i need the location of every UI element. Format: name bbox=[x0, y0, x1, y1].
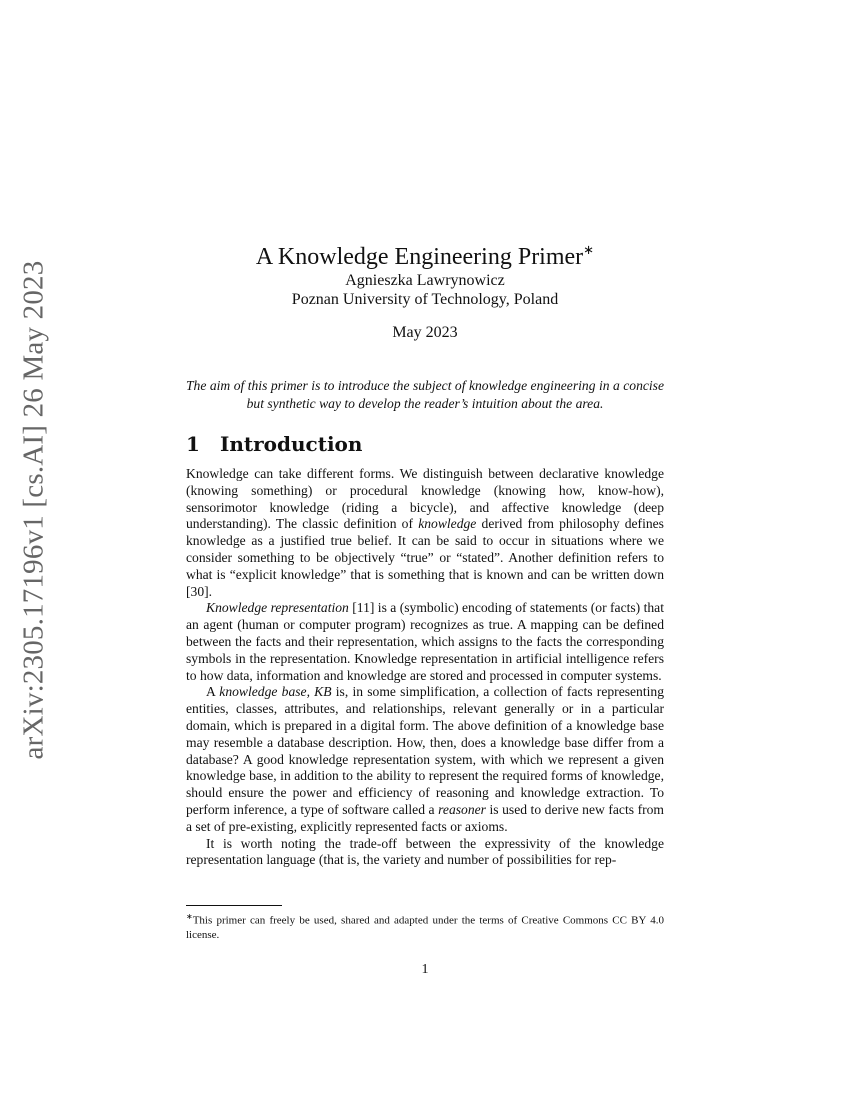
text-run: is used to derive new facts from a set of pre-existing, explicitly represented facts or axioms. bbox=[186, 801, 664, 834]
emphasis: Knowledge representation bbox=[206, 600, 349, 616]
text-run: derived from philosophy defines knowledge as a justified true belief. It can be said to occur in situations where we consider something to be objectively “true” or “stated”. Another definition refers to what is “explicit knowledge” that is something that is known and can be written down [30]. bbox=[186, 516, 664, 599]
emphasis: knowledge bbox=[418, 516, 477, 532]
arxiv-id: arXiv:2305.17196v1 [cs.AI] 26 May 2023 bbox=[17, 260, 50, 760]
footnote-mark: ∗ bbox=[186, 912, 193, 921]
paragraph-3 bbox=[186, 684, 664, 835]
text-run: Knowledge can take different forms. We distinguish between declarative knowledge (knowing something) or procedural knowledge (knowing how, know-how), sensorimotor knowledge (riding a bicycle), and affective knowledge (deep understanding). The classic definition of bbox=[186, 466, 664, 532]
footnote bbox=[186, 910, 664, 942]
author-name: Agnieszka Lawrynowicz bbox=[345, 272, 505, 289]
paragraph-2 bbox=[186, 600, 664, 684]
text-run: is, in some simplification, a collection of facts representing entities, classes, attributes, and relationships, relevant generally or in a particular domain, which is prepared in a digital form. The above definition of a knowledge base may resemble a database description. How, then, does a knowledge base differ from a database? A good knowledge representation system, with which we represent a given knowledge base, in addition to the ability to represent the required forms of knowledge, should ensure the power and efficiency of reasoning and knowledge extraction. To perform inference, a type of software called a bbox=[186, 684, 664, 817]
paper-date: May 2023 bbox=[392, 324, 458, 341]
footnote-text: This primer can freely be used, shared and adapted under the terms of Creative Commons CC BY 4.0 license. bbox=[186, 914, 664, 941]
footnote-divider bbox=[186, 905, 282, 906]
abstract: The aim of this primer is to introduce the subject of knowledge engineering in a concise but synthetic way to develop the reader’s intuition about the area. bbox=[186, 378, 664, 411]
section-heading bbox=[186, 432, 362, 456]
author-affiliation: Poznan University of Technology, Poland bbox=[291, 291, 559, 308]
body-text bbox=[186, 466, 664, 869]
paragraph-1 bbox=[186, 466, 664, 600]
section-number: 1 bbox=[186, 432, 200, 456]
paper-title bbox=[0, 242, 850, 271]
paragraph-4: It is worth noting the trade-off between the expressivity of the knowledge representation language (that is, the variety and number of possibilities for rep- bbox=[186, 835, 664, 868]
text-run: [11] is a (symbolic) encoding of statements (or facts) that an agent (human or computer program) recognizes as true. A mapping can be defined between the facts and their representation, which assigns to the facts the corresponding symbols in the representation. Knowledge representation in artificial intelligence refers to how data, information and knowledge are stored and processed in computer systems. bbox=[186, 600, 664, 683]
emphasis: knowledge base, KB bbox=[219, 684, 332, 700]
emphasis: reasoner bbox=[438, 801, 486, 817]
title-footnote-mark: ∗ bbox=[583, 242, 595, 258]
arxiv-sidebar-stamp bbox=[6, 260, 62, 760]
page-number: 1 bbox=[421, 962, 429, 977]
text-run: A bbox=[206, 684, 220, 700]
title-text: A Knowledge Engineering Primer bbox=[255, 244, 584, 271]
section-title: Introduction bbox=[220, 432, 363, 456]
